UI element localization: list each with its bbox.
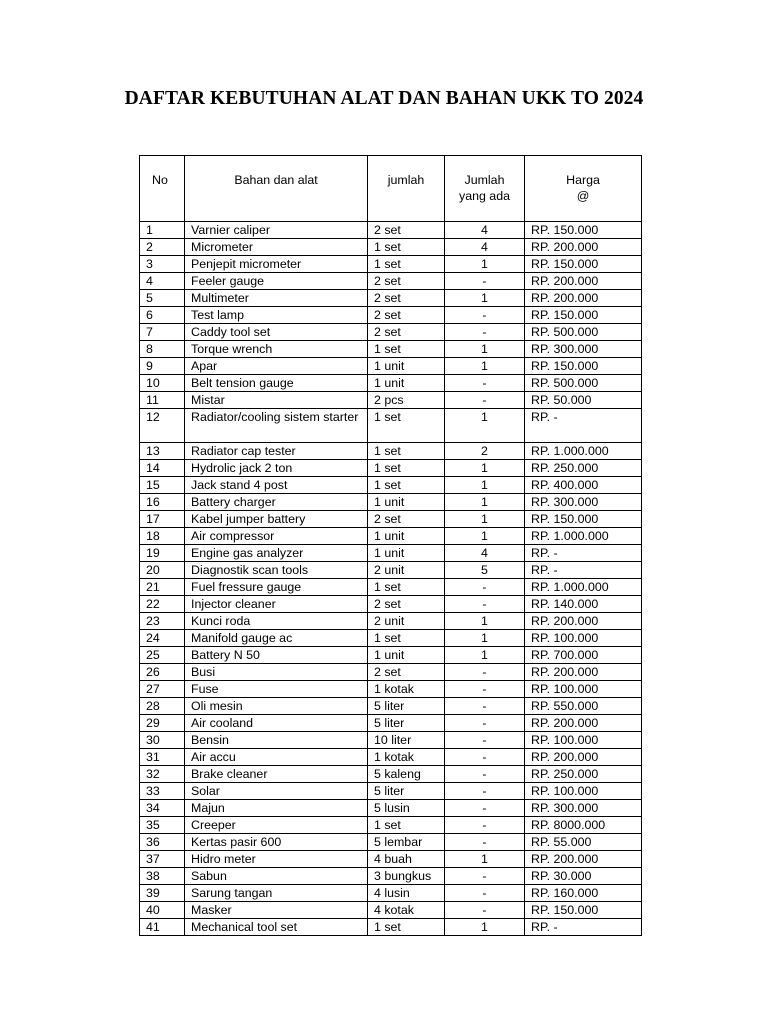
cell-price: RP. -: [525, 545, 642, 562]
table-row: [140, 766, 642, 783]
cell-price: RP. 150.000: [525, 222, 642, 239]
table-row: [140, 341, 642, 358]
cell-price: RP. 400.000: [525, 477, 642, 494]
cell-available: -: [445, 834, 525, 851]
cell-price: RP. 300.000: [525, 800, 642, 817]
cell-name: Mistar: [185, 392, 368, 409]
table-row: [140, 647, 642, 664]
cell-no: 13: [140, 443, 185, 460]
cell-available: -: [445, 800, 525, 817]
cell-no: 41: [140, 919, 185, 936]
cell-name: Kunci roda: [185, 613, 368, 630]
cell-qty: 2 unit: [368, 562, 445, 579]
header-available: [445, 156, 525, 222]
cell-name: Apar: [185, 358, 368, 375]
cell-no: 28: [140, 698, 185, 715]
table-row: [140, 817, 642, 834]
cell-price: RP. 200.000: [525, 273, 642, 290]
cell-price: RP. 300.000: [525, 494, 642, 511]
cell-price: RP. 200.000: [525, 290, 642, 307]
table-row: [140, 596, 642, 613]
cell-available: -: [445, 307, 525, 324]
cell-name: Mechanical tool set: [185, 919, 368, 936]
cell-price: RP. 200.000: [525, 715, 642, 732]
cell-available: -: [445, 766, 525, 783]
table-row: [140, 392, 642, 409]
cell-price: RP. 150.000: [525, 307, 642, 324]
cell-name: Solar: [185, 783, 368, 800]
cell-qty: 2 set: [368, 511, 445, 528]
table-row: [140, 664, 642, 681]
table-row: [140, 562, 642, 579]
cell-qty: 2 set: [368, 222, 445, 239]
cell-name: Kertas pasir 600: [185, 834, 368, 851]
cell-name: Brake cleaner: [185, 766, 368, 783]
cell-name: Masker: [185, 902, 368, 919]
table-header: [140, 156, 642, 222]
cell-price: RP. 200.000: [525, 239, 642, 256]
cell-available: 1: [445, 630, 525, 647]
cell-qty: 5 liter: [368, 698, 445, 715]
cell-qty: 1 set: [368, 460, 445, 477]
cell-price: RP. 50.000: [525, 392, 642, 409]
cell-name: Jack stand 4 post: [185, 477, 368, 494]
cell-no: 39: [140, 885, 185, 902]
table-row: [140, 375, 642, 392]
cell-no: 2: [140, 239, 185, 256]
cell-available: 1: [445, 341, 525, 358]
cell-no: 14: [140, 460, 185, 477]
cell-name: Manifold gauge ac: [185, 630, 368, 647]
cell-name: Penjepit micrometer: [185, 256, 368, 273]
cell-name: Oli mesin: [185, 698, 368, 715]
cell-qty: 5 liter: [368, 783, 445, 800]
cell-name: Radiator/cooling sistem starter: [185, 409, 368, 443]
cell-no: 34: [140, 800, 185, 817]
cell-name: Torque wrench: [185, 341, 368, 358]
cell-no: 3: [140, 256, 185, 273]
table-row: [140, 783, 642, 800]
cell-qty: 10 liter: [368, 732, 445, 749]
cell-price: RP. 250.000: [525, 460, 642, 477]
cell-available: -: [445, 715, 525, 732]
cell-available: 4: [445, 239, 525, 256]
table-row: [140, 749, 642, 766]
cell-qty: 1 unit: [368, 358, 445, 375]
table-row: [140, 885, 642, 902]
cell-no: 36: [140, 834, 185, 851]
cell-available: 1: [445, 256, 525, 273]
cell-price: RP. 8000.000: [525, 817, 642, 834]
cell-available: 2: [445, 443, 525, 460]
cell-name: Kabel jumper battery: [185, 511, 368, 528]
cell-no: 26: [140, 664, 185, 681]
cell-qty: 2 pcs: [368, 392, 445, 409]
cell-name: Majun: [185, 800, 368, 817]
cell-price: RP. 200.000: [525, 664, 642, 681]
cell-available: -: [445, 324, 525, 341]
table-row: [140, 443, 642, 460]
header-available-line1: Jumlah: [464, 173, 505, 187]
cell-no: 40: [140, 902, 185, 919]
cell-no: 9: [140, 358, 185, 375]
cell-price: RP. 200.000: [525, 851, 642, 868]
cell-available: -: [445, 664, 525, 681]
cell-price: RP. -: [525, 919, 642, 936]
cell-no: 30: [140, 732, 185, 749]
header-price: [525, 156, 642, 222]
cell-name: Caddy tool set: [185, 324, 368, 341]
cell-price: RP. 500.000: [525, 324, 642, 341]
cell-name: Injector cleaner: [185, 596, 368, 613]
cell-qty: 2 set: [368, 290, 445, 307]
cell-no: 5: [140, 290, 185, 307]
cell-no: 25: [140, 647, 185, 664]
cell-name: Engine gas analyzer: [185, 545, 368, 562]
cell-qty: 2 set: [368, 273, 445, 290]
cell-name: Sarung tangan: [185, 885, 368, 902]
cell-name: Multimeter: [185, 290, 368, 307]
cell-name: Micrometer: [185, 239, 368, 256]
cell-price: RP. 55.000: [525, 834, 642, 851]
table-row: [140, 511, 642, 528]
cell-available: -: [445, 596, 525, 613]
cell-available: 1: [445, 477, 525, 494]
cell-no: 35: [140, 817, 185, 834]
cell-price: RP. 200.000: [525, 613, 642, 630]
cell-qty: 1 unit: [368, 528, 445, 545]
table-row: [140, 681, 642, 698]
cell-qty: 1 set: [368, 817, 445, 834]
cell-available: 1: [445, 511, 525, 528]
cell-no: 16: [140, 494, 185, 511]
cell-no: 19: [140, 545, 185, 562]
cell-price: RP. 1.000.000: [525, 579, 642, 596]
cell-price: RP. 100.000: [525, 732, 642, 749]
cell-available: -: [445, 698, 525, 715]
cell-available: 4: [445, 545, 525, 562]
cell-no: 8: [140, 341, 185, 358]
cell-qty: 4 lusin: [368, 885, 445, 902]
cell-qty: 2 set: [368, 596, 445, 613]
cell-available: 1: [445, 290, 525, 307]
cell-qty: 1 set: [368, 341, 445, 358]
table-row: [140, 307, 642, 324]
cell-qty: 1 kotak: [368, 749, 445, 766]
cell-available: -: [445, 783, 525, 800]
cell-no: 20: [140, 562, 185, 579]
cell-price: RP. 30.000: [525, 868, 642, 885]
cell-qty: 1 set: [368, 579, 445, 596]
cell-qty: 1 set: [368, 443, 445, 460]
cell-no: 23: [140, 613, 185, 630]
cell-price: RP. 200.000: [525, 749, 642, 766]
cell-price: RP. 1.000.000: [525, 528, 642, 545]
header-price-line2: @: [576, 189, 590, 203]
cell-qty: 1 set: [368, 239, 445, 256]
cell-available: -: [445, 885, 525, 902]
cell-price: RP. 250.000: [525, 766, 642, 783]
cell-name: Bensin: [185, 732, 368, 749]
document-title: DAFTAR KEBUTUHAN ALAT DAN BAHAN UKK TO 2024: [124, 88, 644, 109]
table-row: [140, 545, 642, 562]
table-row: [140, 290, 642, 307]
cell-name: Sabun: [185, 868, 368, 885]
cell-available: -: [445, 817, 525, 834]
cell-price: RP. 150.000: [525, 511, 642, 528]
cell-price: RP. 140.000: [525, 596, 642, 613]
cell-price: RP. -: [525, 562, 642, 579]
table-row: [140, 477, 642, 494]
table-row: [140, 256, 642, 273]
cell-qty: 2 unit: [368, 613, 445, 630]
cell-available: 5: [445, 562, 525, 579]
cell-no: 6: [140, 307, 185, 324]
cell-no: 22: [140, 596, 185, 613]
cell-name: Radiator cap tester: [185, 443, 368, 460]
cell-qty: 1 unit: [368, 375, 445, 392]
cell-price: RP. 100.000: [525, 630, 642, 647]
table-row: [140, 222, 642, 239]
cell-price: RP. -: [525, 409, 642, 443]
cell-no: 7: [140, 324, 185, 341]
cell-no: 10: [140, 375, 185, 392]
table-row: [140, 800, 642, 817]
header-name: Bahan dan alat: [185, 156, 368, 222]
cell-price: RP. 500.000: [525, 375, 642, 392]
table-row: [140, 868, 642, 885]
cell-qty: 1 kotak: [368, 681, 445, 698]
cell-no: 11: [140, 392, 185, 409]
table-row: [140, 409, 642, 443]
cell-no: 31: [140, 749, 185, 766]
cell-available: -: [445, 902, 525, 919]
cell-name: Hydrolic jack 2 ton: [185, 460, 368, 477]
cell-price: RP. 160.000: [525, 885, 642, 902]
table-row: [140, 579, 642, 596]
cell-no: 4: [140, 273, 185, 290]
cell-qty: 5 lusin: [368, 800, 445, 817]
cell-qty: 1 set: [368, 630, 445, 647]
cell-available: -: [445, 732, 525, 749]
header-row: [140, 156, 642, 222]
cell-no: 24: [140, 630, 185, 647]
table-row: [140, 324, 642, 341]
header-qty: jumlah: [368, 156, 445, 222]
cell-qty: 1 unit: [368, 545, 445, 562]
equipment-table: [139, 155, 642, 936]
cell-name: Busi: [185, 664, 368, 681]
cell-qty: 4 buah: [368, 851, 445, 868]
cell-price: RP. 300.000: [525, 341, 642, 358]
cell-no: 27: [140, 681, 185, 698]
cell-no: 32: [140, 766, 185, 783]
cell-no: 29: [140, 715, 185, 732]
cell-available: -: [445, 375, 525, 392]
cell-available: 4: [445, 222, 525, 239]
cell-no: 33: [140, 783, 185, 800]
cell-available: -: [445, 681, 525, 698]
cell-name: Belt tension gauge: [185, 375, 368, 392]
cell-price: RP. 700.000: [525, 647, 642, 664]
header-price-line1: Harga: [566, 173, 600, 187]
cell-price: RP. 150.000: [525, 358, 642, 375]
cell-no: 18: [140, 528, 185, 545]
table-row: [140, 460, 642, 477]
table-row: [140, 630, 642, 647]
cell-available: -: [445, 392, 525, 409]
cell-no: 37: [140, 851, 185, 868]
table-row: [140, 834, 642, 851]
table-row: [140, 239, 642, 256]
table-body: [140, 222, 642, 936]
cell-available: 1: [445, 919, 525, 936]
cell-name: Hidro meter: [185, 851, 368, 868]
cell-available: -: [445, 273, 525, 290]
cell-qty: 1 set: [368, 409, 445, 443]
cell-name: Varnier caliper: [185, 222, 368, 239]
cell-name: Fuse: [185, 681, 368, 698]
cell-name: Air compressor: [185, 528, 368, 545]
table-row: [140, 528, 642, 545]
cell-name: Test lamp: [185, 307, 368, 324]
cell-available: 1: [445, 647, 525, 664]
cell-available: 1: [445, 528, 525, 545]
cell-available: -: [445, 579, 525, 596]
cell-qty: 1 set: [368, 477, 445, 494]
cell-available: 1: [445, 494, 525, 511]
cell-no: 21: [140, 579, 185, 596]
cell-available: -: [445, 868, 525, 885]
cell-qty: 2 set: [368, 664, 445, 681]
cell-price: RP. 100.000: [525, 681, 642, 698]
cell-available: -: [445, 749, 525, 766]
cell-qty: 1 set: [368, 919, 445, 936]
cell-no: 15: [140, 477, 185, 494]
cell-qty: 1 unit: [368, 494, 445, 511]
cell-qty: 1 unit: [368, 647, 445, 664]
table-row: [140, 715, 642, 732]
cell-available: 1: [445, 409, 525, 443]
table-row: [140, 851, 642, 868]
cell-qty: 3 bungkus: [368, 868, 445, 885]
table-row: [140, 698, 642, 715]
table-row: [140, 358, 642, 375]
cell-qty: 5 lembar: [368, 834, 445, 851]
table-row: [140, 732, 642, 749]
table-row: [140, 919, 642, 936]
cell-no: 17: [140, 511, 185, 528]
cell-qty: 2 set: [368, 307, 445, 324]
cell-name: Battery N 50: [185, 647, 368, 664]
table-row: [140, 613, 642, 630]
cell-name: Air accu: [185, 749, 368, 766]
cell-name: Fuel fressure gauge: [185, 579, 368, 596]
header-available-line2: yang ada: [459, 189, 510, 203]
cell-qty: 5 liter: [368, 715, 445, 732]
cell-available: 1: [445, 851, 525, 868]
table-row: [140, 902, 642, 919]
cell-price: RP. 100.000: [525, 783, 642, 800]
header-no: No: [140, 156, 185, 222]
cell-name: Battery charger: [185, 494, 368, 511]
table-row: [140, 273, 642, 290]
cell-price: RP. 1.000.000: [525, 443, 642, 460]
cell-name: Diagnostik scan tools: [185, 562, 368, 579]
cell-available: 1: [445, 460, 525, 477]
cell-name: Air cooland: [185, 715, 368, 732]
cell-price: RP. 150.000: [525, 902, 642, 919]
cell-name: Creeper: [185, 817, 368, 834]
cell-available: 1: [445, 358, 525, 375]
cell-price: RP. 150.000: [525, 256, 642, 273]
cell-no: 38: [140, 868, 185, 885]
cell-qty: 1 set: [368, 256, 445, 273]
cell-qty: 2 set: [368, 324, 445, 341]
cell-qty: 4 kotak: [368, 902, 445, 919]
cell-no: 12: [140, 409, 185, 443]
table-row: [140, 494, 642, 511]
cell-available: 1: [445, 613, 525, 630]
cell-name: Feeler gauge: [185, 273, 368, 290]
cell-no: 1: [140, 222, 185, 239]
cell-price: RP. 550.000: [525, 698, 642, 715]
cell-qty: 5 kaleng: [368, 766, 445, 783]
